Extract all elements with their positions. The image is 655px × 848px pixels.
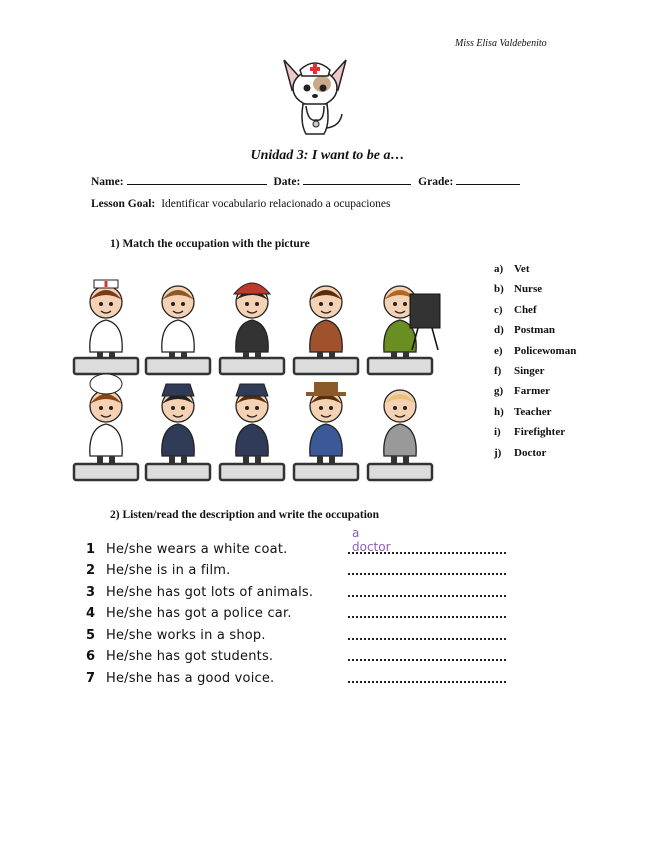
- lesson-goal-text: Identificar vocabulario relacionado a ocupaciones: [161, 198, 391, 210]
- option-letter: d): [494, 324, 504, 337]
- occupation-figure: [310, 286, 342, 362]
- description-list: [86, 525, 391, 686]
- answer-line[interactable]: [348, 572, 506, 575]
- option-item: [494, 446, 576, 466]
- occupation-figure: [162, 286, 194, 362]
- option-letter: f): [494, 364, 502, 377]
- name-blank[interactable]: [127, 174, 267, 185]
- answer-box[interactable]: [74, 464, 138, 480]
- blackboard-icon: [410, 294, 440, 328]
- description-row: [86, 643, 346, 665]
- answer-box[interactable]: [74, 358, 138, 374]
- description-text: He/she is in a film.: [106, 563, 231, 578]
- option-item: [494, 282, 576, 302]
- option-item: [494, 405, 576, 425]
- option-word: Singer: [514, 364, 545, 377]
- description-row: [86, 664, 346, 686]
- description-row: [86, 557, 346, 579]
- answer-box[interactable]: [368, 464, 432, 480]
- option-item: [494, 384, 576, 404]
- option-item: [494, 344, 576, 364]
- option-word: Nurse: [514, 283, 543, 296]
- option-item: [494, 364, 576, 384]
- option-word: Chef: [514, 303, 537, 316]
- description-number: 4: [86, 606, 96, 621]
- description-text: He/she has got a police car.: [106, 606, 292, 621]
- description-number: 6: [86, 649, 96, 664]
- option-word: Firefighter: [514, 426, 566, 439]
- answer-box[interactable]: [294, 464, 358, 480]
- occupation-figure: [236, 384, 268, 466]
- handwritten-answer: a doctor: [352, 525, 391, 554]
- section-2-title: 2) Listen/read the description and write the occupation: [110, 509, 380, 521]
- lesson-goal-label: Lesson Goal:: [91, 198, 156, 210]
- option-word: Doctor: [514, 446, 547, 459]
- occupation-figure: [384, 390, 416, 466]
- option-item: [494, 425, 576, 445]
- date-blank[interactable]: [303, 174, 411, 185]
- occupation-figure: [306, 382, 346, 466]
- option-word: Farmer: [514, 385, 551, 398]
- answer-box[interactable]: [146, 464, 210, 480]
- occupation-figure: [234, 283, 270, 362]
- student-info-line: [91, 174, 524, 188]
- option-word: Vet: [514, 263, 530, 275]
- answer-line[interactable]: [348, 615, 506, 618]
- worksheet-title: Unidad 3: I want to be a…: [250, 148, 405, 163]
- answer-line[interactable]: [348, 594, 506, 597]
- description-row: [86, 525, 391, 557]
- option-letter: g): [494, 385, 504, 398]
- section-1-title: 1) Match the occupation with the picture: [110, 238, 310, 250]
- option-item: [494, 323, 576, 343]
- description-number: 5: [86, 627, 96, 643]
- option-letter: b): [494, 283, 504, 296]
- option-item: [494, 303, 576, 323]
- description-text: He/she wears a white coat.: [106, 541, 288, 557]
- description-number: 2: [86, 563, 96, 578]
- option-item: [494, 262, 576, 282]
- option-letter: c): [494, 303, 503, 316]
- description-row: [86, 578, 346, 600]
- option-word: Teacher: [514, 405, 552, 418]
- answer-line[interactable]: [348, 637, 506, 640]
- occupation-figure: [90, 280, 122, 362]
- description-text: He/she has got lots of animals.: [106, 584, 314, 600]
- chihuahua-nurse-logo: [270, 42, 360, 140]
- answer-box[interactable]: [294, 358, 358, 374]
- description-number: 7: [86, 670, 96, 686]
- occupation-pictures: [68, 268, 458, 490]
- lesson-goal: [91, 198, 390, 210]
- option-word: Policewoman: [514, 344, 577, 357]
- date-label: Date:: [273, 176, 301, 188]
- option-letter: i): [494, 426, 501, 439]
- description-row: [86, 621, 346, 643]
- description-text: He/she has a good voice.: [106, 670, 275, 686]
- description-row: [86, 600, 346, 622]
- option-letter: a): [494, 263, 504, 275]
- name-label: Name:: [91, 176, 124, 188]
- occupation-figure: [162, 384, 194, 466]
- grade-blank[interactable]: [456, 174, 520, 185]
- grade-label: Grade:: [418, 176, 454, 188]
- answer-line[interactable]: [348, 680, 506, 683]
- option-word: Postman: [514, 324, 555, 337]
- answer-box[interactable]: [368, 358, 432, 374]
- occupation-options: [494, 262, 576, 466]
- description-number: 1: [86, 541, 96, 557]
- answer-box[interactable]: [146, 358, 210, 374]
- answer-line[interactable]: [348, 658, 506, 661]
- option-letter: j): [494, 446, 502, 459]
- description-number: 3: [86, 584, 96, 600]
- answer-box[interactable]: [220, 358, 284, 374]
- option-letter: h): [494, 405, 504, 418]
- description-text: He/she has got students.: [106, 649, 274, 664]
- option-letter: e): [494, 344, 503, 357]
- answer-box[interactable]: [220, 464, 284, 480]
- teacher-name: Miss Elisa Valdebenito: [455, 38, 547, 49]
- occupation-figure: [90, 374, 122, 466]
- description-text: He/she works in a shop.: [106, 627, 266, 643]
